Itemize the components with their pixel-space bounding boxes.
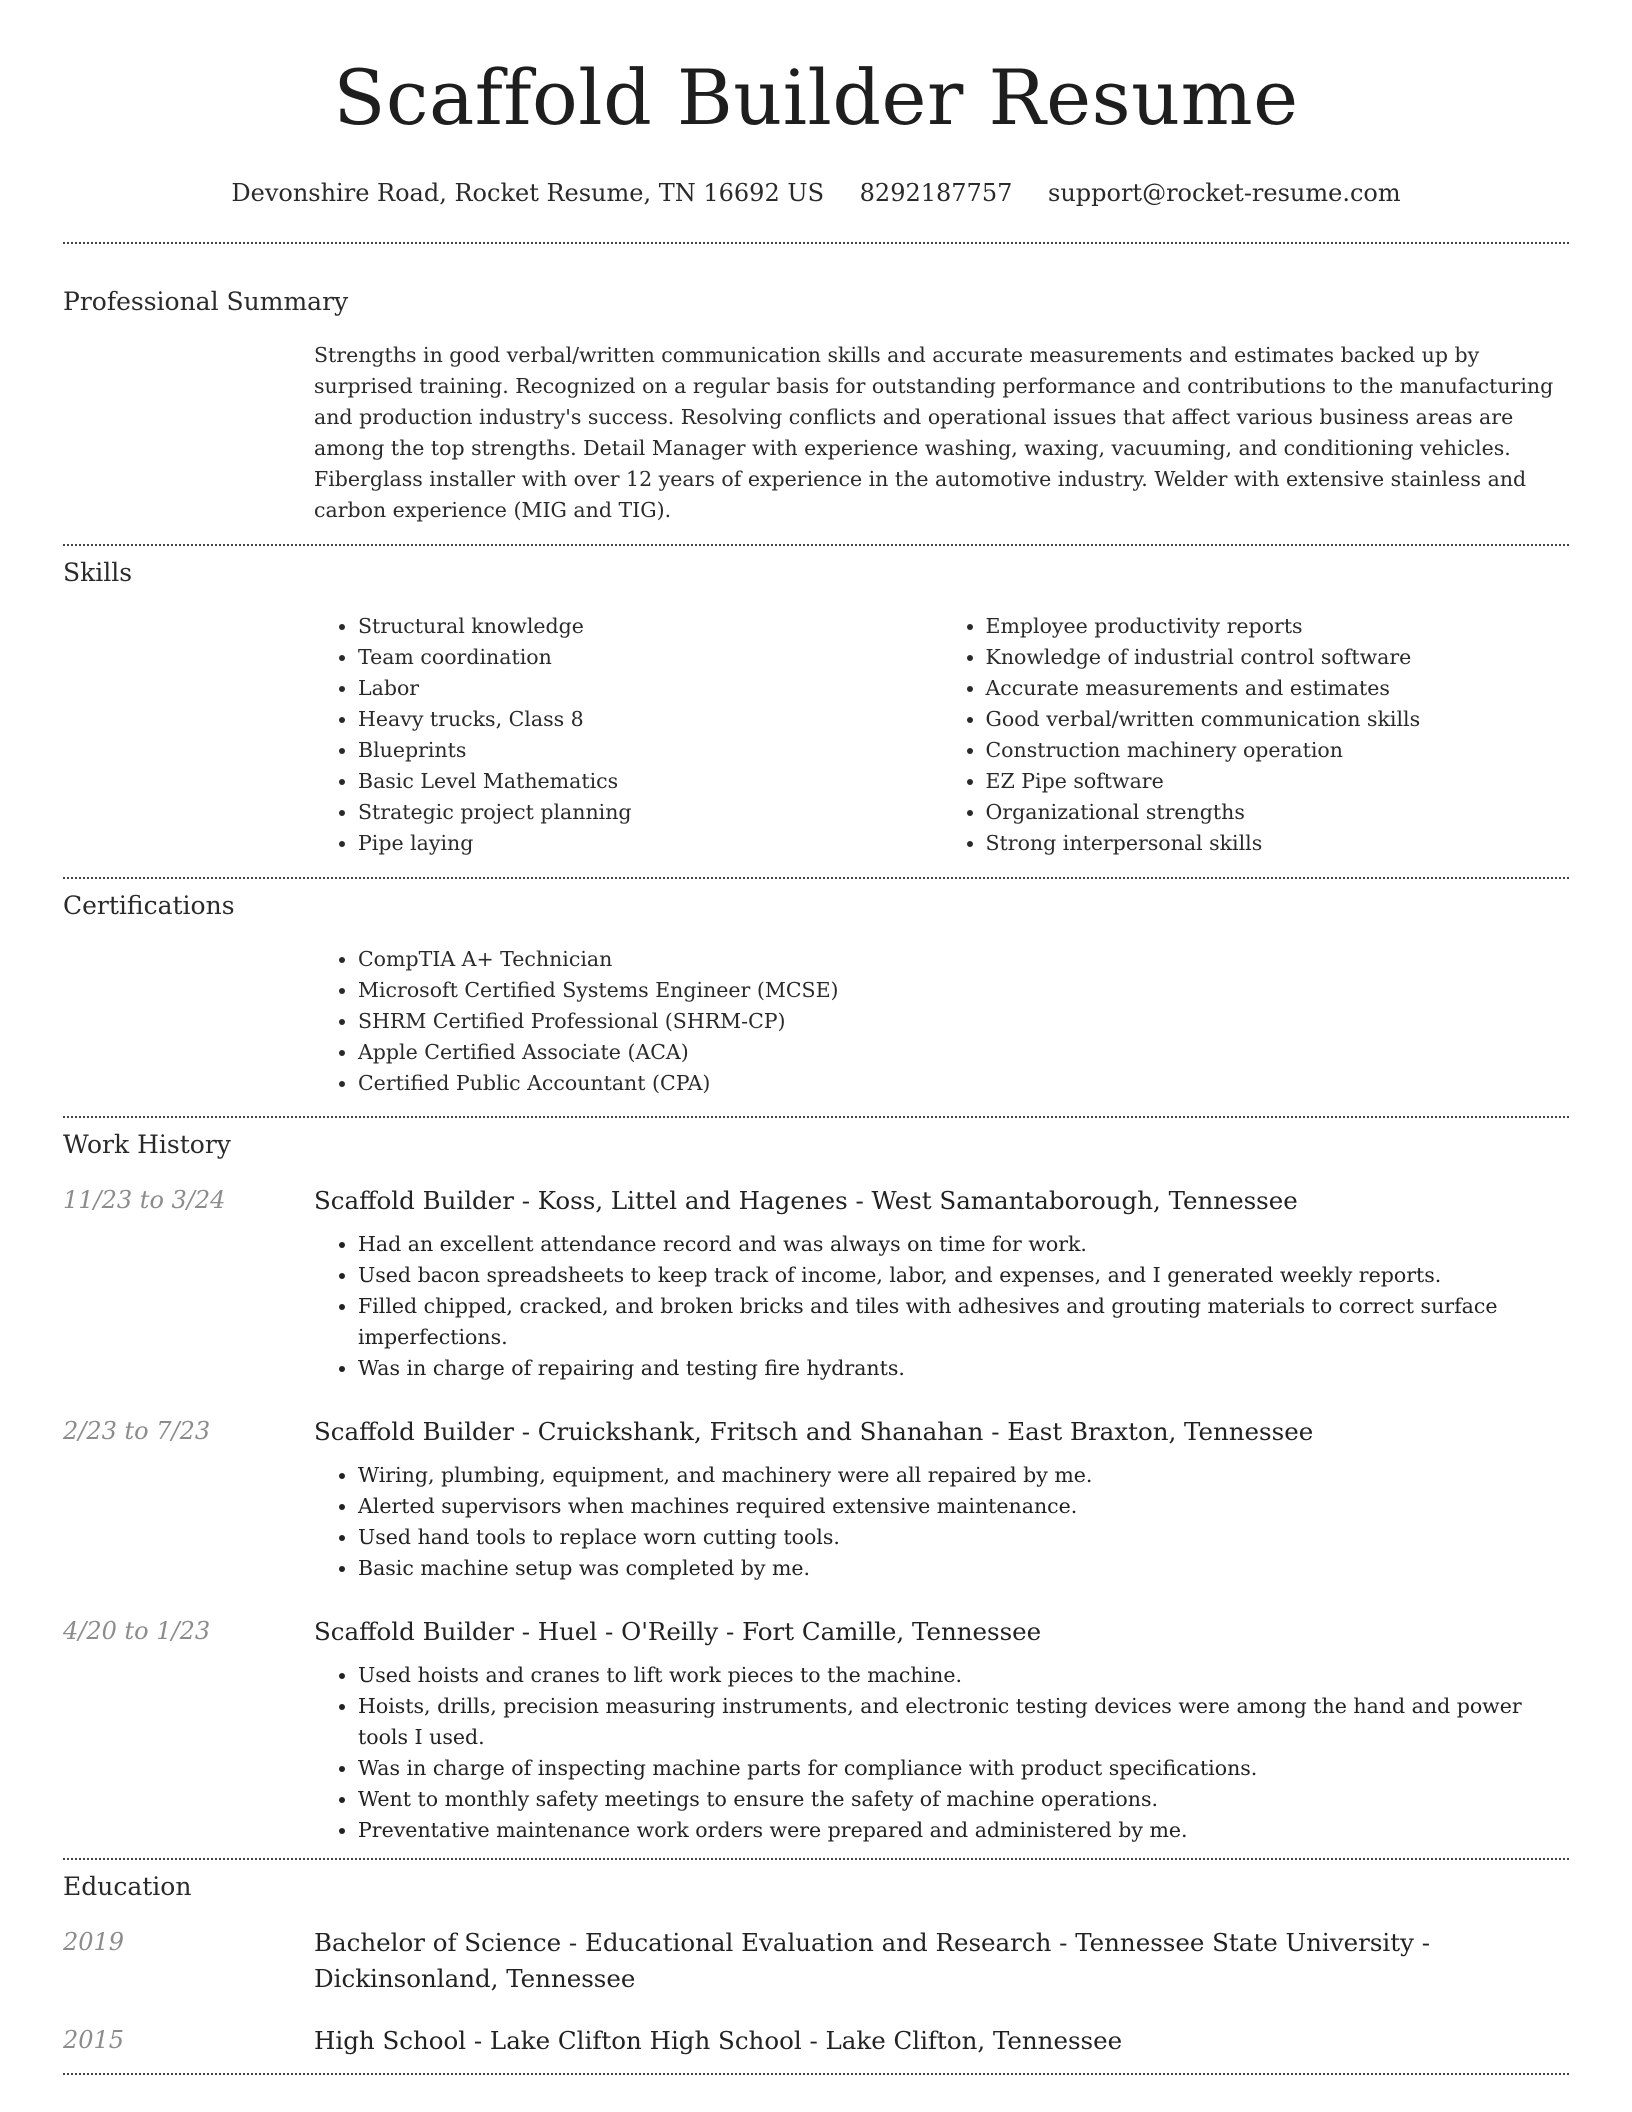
skill-item: • Pipe laying xyxy=(358,828,942,859)
job-body xyxy=(314,1614,1569,1846)
skill-item: • Heavy trucks, Class 8 xyxy=(358,704,942,735)
job-body xyxy=(314,1414,1569,1584)
skill-item: • Team coordination xyxy=(358,642,942,673)
job-bullet: • Used hand tools to replace worn cutting tools. xyxy=(358,1522,1569,1553)
certifications-content xyxy=(314,944,1569,1099)
divider xyxy=(63,1116,1569,1118)
work-history-section xyxy=(63,1130,1569,1846)
job-bullet: • Filled chipped, cracked, and broken bricks and tiles with adhesives and grouting materials to correct surface imperfections. xyxy=(358,1291,1569,1353)
skills-grid xyxy=(314,611,1569,859)
job-bullet: • Had an excellent attendance record and was always on time for work. xyxy=(358,1229,1569,1260)
skill-item: • Strong interpersonal skills xyxy=(986,828,1570,859)
job-date: 4/20 to 1/23 xyxy=(63,1617,211,1645)
education-title: Bachelor of Science - Educational Evaluation and Research - Tennessee State University - Dickinsonland, Tennessee xyxy=(314,1928,1430,1993)
skill-item: • Employee productivity reports xyxy=(986,611,1570,642)
job-bullet: • Basic machine setup was completed by me. xyxy=(358,1553,1569,1584)
skills-list-right xyxy=(942,611,1570,859)
job-date: 11/23 to 3/24 xyxy=(63,1186,226,1214)
contact-line xyxy=(63,178,1569,208)
divider xyxy=(63,544,1569,546)
education-body xyxy=(314,1925,1569,1997)
job-title: Scaffold Builder - Koss, Littel and Hagenes - West Samantaborough, Tennessee xyxy=(314,1186,1298,1215)
job-bullet: • Was in charge of repairing and testing fire hydrants. xyxy=(358,1353,1569,1384)
education-date: 2019 xyxy=(63,1928,125,1956)
divider xyxy=(63,877,1569,879)
education-entry xyxy=(63,2023,1569,2059)
education-title: High School - Lake Clifton High School - Lake Clifton, Tennessee xyxy=(314,2026,1123,2055)
education-entry xyxy=(63,1925,1569,1997)
job-bullet: • Alerted supervisors when machines required extensive maintenance. xyxy=(358,1491,1569,1522)
job-bullet: • Went to monthly safety meetings to ensure the safety of machine operations. xyxy=(358,1784,1569,1815)
education-body xyxy=(314,2023,1569,2059)
skill-item: • Good verbal/written communication skills xyxy=(986,704,1570,735)
section-heading: Work History xyxy=(63,1130,231,1159)
skill-item: • Strategic project planning xyxy=(358,797,942,828)
section-heading: Professional Summary xyxy=(63,287,349,316)
skill-item: • Labor xyxy=(358,673,942,704)
skill-item: • Basic Level Mathematics xyxy=(358,766,942,797)
job-bullet: • Was in charge of inspecting machine parts for compliance with product specifications. xyxy=(358,1753,1569,1784)
certifications-list xyxy=(314,944,1569,1099)
job-bullet: • Hoists, drills, precision measuring instruments, and electronic testing devices were among the hand and power tools I used. xyxy=(358,1691,1569,1753)
job-entry xyxy=(63,1183,1569,1384)
summary-section xyxy=(63,287,1569,526)
job-title: Scaffold Builder - Huel - O'Reilly - Fort Camille, Tennessee xyxy=(314,1617,1042,1646)
certification-item: • Microsoft Certified Systems Engineer (MCSE) xyxy=(358,975,1569,1006)
certification-item: • SHRM Certified Professional (SHRM-CP) xyxy=(358,1006,1569,1037)
skill-item: • Construction machinery operation xyxy=(986,735,1570,766)
job-bullet: • Used bacon spreadsheets to keep track of income, labor, and expenses, and I generated weekly reports. xyxy=(358,1260,1569,1291)
summary-text: Strengths in good verbal/written communication skills and accurate measurements and estimates backed up by surprised training. Recognized on a regular basis for outstanding performance and contributions to the manufacturing and production industry's success. Resolving conflicts and operational issues that affect various business areas are among the top strengths. Detail Manager with experience washing, waxing, vacuuming, and conditioning vehicles. Fiberglass installer with over 12 years of experience in the automotive industry. Welder with extensive stainless and carbon experience (MIG and TIG). xyxy=(314,343,1554,522)
divider xyxy=(63,242,1569,244)
section-heading: Skills xyxy=(63,558,133,587)
job-bullet: • Wiring, plumbing, equipment, and machinery were all repaired by me. xyxy=(358,1460,1569,1491)
divider xyxy=(63,2073,1569,2075)
job-bullet: • Used hoists and cranes to lift work pieces to the machine. xyxy=(358,1660,1569,1691)
contact-address: Devonshire Road, Rocket Resume, TN 16692 US xyxy=(231,179,825,207)
skill-item: • Structural knowledge xyxy=(358,611,942,642)
certification-item: • Apple Certified Associate (ACA) xyxy=(358,1037,1569,1068)
certification-item: • Certified Public Accountant (CPA) xyxy=(358,1068,1569,1099)
job-title: Scaffold Builder - Cruickshank, Fritsch and Shanahan - East Braxton, Tennessee xyxy=(314,1417,1314,1446)
skills-section xyxy=(63,558,1569,859)
job-bullets xyxy=(314,1460,1569,1584)
job-entry xyxy=(63,1414,1569,1584)
skill-item: • Organizational strengths xyxy=(986,797,1570,828)
job-bullets xyxy=(314,1229,1569,1384)
skill-item: • Accurate measurements and estimates xyxy=(986,673,1570,704)
job-date: 2/23 to 7/23 xyxy=(63,1417,211,1445)
skills-list-left xyxy=(314,611,942,859)
job-bullet: • Preventative maintenance work orders were prepared and administered by me. xyxy=(358,1815,1569,1846)
section-heading: Education xyxy=(63,1872,192,1901)
job-entry xyxy=(63,1614,1569,1846)
skill-item: • Knowledge of industrial control software xyxy=(986,642,1570,673)
contact-email: support@rocket-resume.com xyxy=(1048,179,1401,207)
skill-item: • EZ Pipe software xyxy=(986,766,1570,797)
divider xyxy=(63,1858,1569,1860)
education-section xyxy=(63,1872,1569,2059)
section-heading: Certifications xyxy=(63,891,235,920)
job-bullets xyxy=(314,1660,1569,1846)
certification-item: • CompTIA A+ Technician xyxy=(358,944,1569,975)
job-body xyxy=(314,1183,1569,1384)
education-date: 2015 xyxy=(63,2026,125,2054)
contact-phone: 8292187757 xyxy=(859,179,1013,207)
summary-content xyxy=(314,340,1569,526)
page-title: Scaffold Builder Resume xyxy=(333,53,1299,142)
skill-item: • Blueprints xyxy=(358,735,942,766)
certifications-section xyxy=(63,891,1569,1099)
